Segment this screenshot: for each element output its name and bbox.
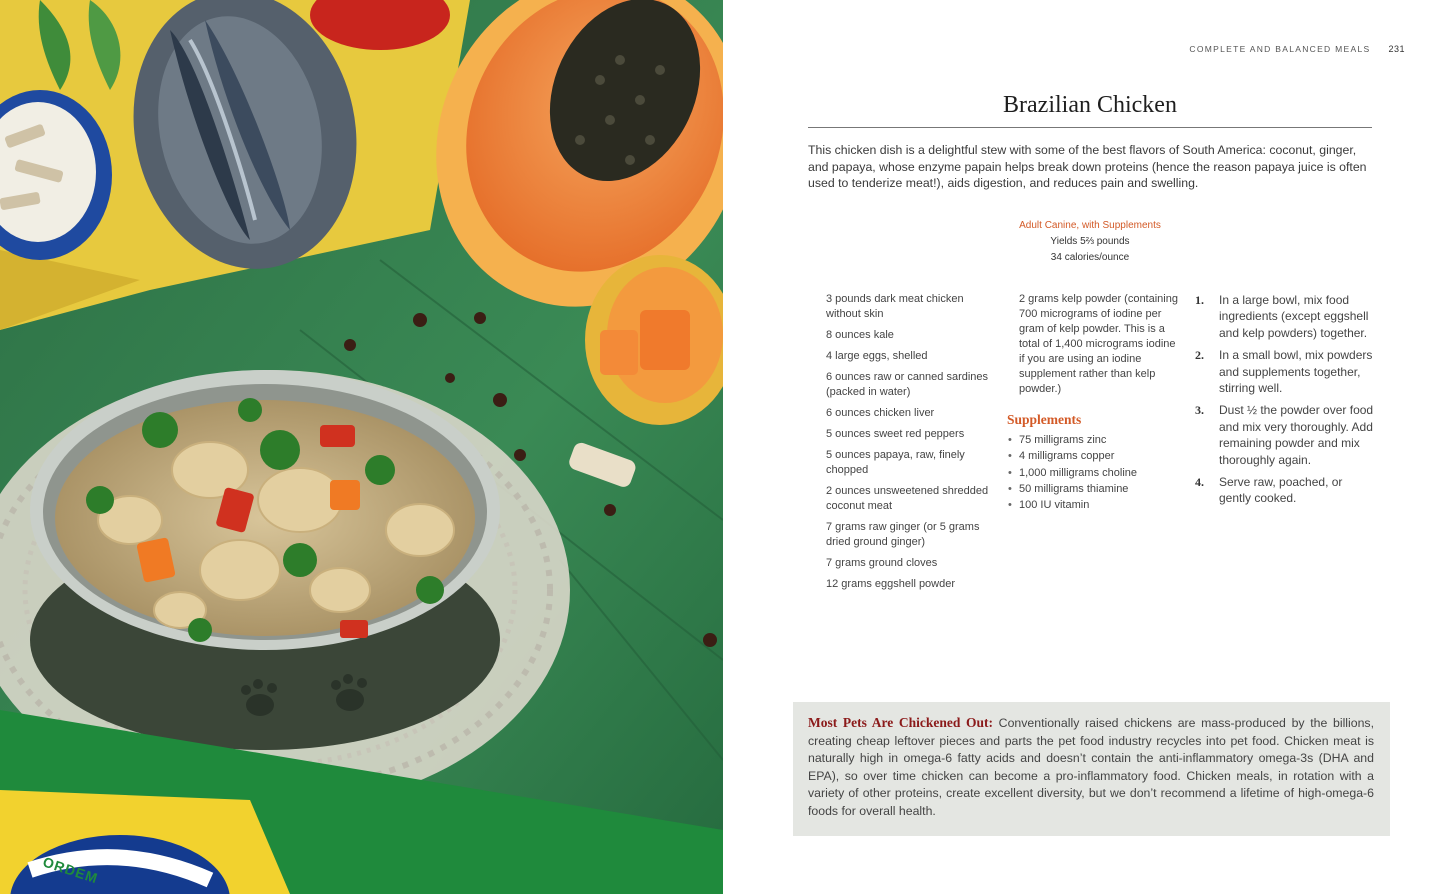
recipe-title: Brazilian Chicken [1003,92,1177,118]
running-head [1189,44,1405,54]
recipe-intro: This chicken dish is a delightful stew with some of the best flavors of South America: coconut, ginger, and papaya, whose enzyme papain helps break down proteins (hence the reason papaya juice is often used to tenderize meat!), aids digestion, and reduces pain and swelling. [808,143,1367,190]
ingredient-item: 5 ounces sweet red peppers [826,428,965,440]
step-text: Serve raw, poached, or gently cooked. [1219,475,1343,506]
supplement-label: 75 milligrams zinc [1019,434,1107,446]
step-item [1195,402,1375,468]
recipe-yield: Yields 5⅔ pounds [1050,236,1130,247]
step-number: 2. [1195,348,1204,363]
callout-text [808,714,1374,821]
ingredient-item: 6 ounces raw or canned sardines (packed in water) [826,371,989,398]
supplement-item: • 4 milligrams copper [1008,450,1115,463]
step-item [1195,292,1375,341]
ingredients-column-1 [826,292,991,598]
method-steps [1195,292,1375,513]
supplement-item: • 75 milligrams zinc [1008,434,1107,446]
supplement-label: 4 milligrams copper [1019,450,1115,463]
ingredient-item: 5 ounces papaya, raw, finely chopped [826,449,965,476]
step-text: In a small bowl, mix powders and supplements together, stirring well. [1219,348,1373,396]
ingredient-item: 2 grams kelp powder (containing 700 micrograms of iodine per gram of kelp powder. This is a total of 1,400 micrograms iodine if you are using an iodine supplement rather than kelp powder.) [1019,293,1178,395]
ingredients-column-2 [1007,292,1179,513]
supplement-label: 50 milligrams thiamine [1019,482,1129,495]
step-item [1195,474,1375,507]
title-divider [808,127,1372,128]
supplement-item: • 1,000 milligrams choline [1008,466,1137,479]
supplement-label: 100 IU vitamin [1019,499,1090,512]
supplements-heading: Supplements [1007,412,1082,427]
recipe-page [723,0,1445,894]
step-number: 1. [1195,293,1204,307]
ingredient-item: 3 pounds dark meat chicken without skin [826,293,964,320]
yield-block [808,218,1372,266]
callout-body: Conventionally raised chickens are mass-produced by the billions, creating cheap leftover pieces and parts the pet food industry recycles into pet food. Chicken meat is naturally high in omega-6 fatty acids and doesn’t contain the anti-inflammatory omega-3s (DHA and EPA), so over time chicken can become a pro-inflammatory food. Chicken meals, in rotation with a variety of other proteins, create excellent diversity, but we don’t recommend a lifetime of high-omega-6 foods for overall health. [808,716,1375,818]
callout-heading: Most Pets Are Chickened Out: [808,715,994,730]
recipe-calories: 34 calories/ounce [1050,252,1130,263]
ingredient-item: 2 ounces unsweetened shredded coconut meat [826,485,989,512]
supplement-item: • 50 milligrams thiamine [1008,482,1129,495]
step-text: Dust ½ the powder over food and mix very thoroughly. Add remaining powder and mix thoroughly again. [1219,403,1374,467]
ingredient-item: 7 grams ground cloves [826,557,938,569]
ingredient-item: 12 grams eggshell powder [826,578,956,590]
ingredient-item: 4 large eggs, shelled [826,350,928,362]
step-item [1195,347,1375,396]
page-number: 231 [1388,44,1405,54]
ingredient-item: 7 grams raw ginger (or 5 grams dried ground ginger) [826,521,980,548]
ingredient-item: 8 ounces kale [826,329,894,341]
ingredient-item: 6 ounces chicken liver [826,407,935,419]
recipe-variant: Adult Canine, with Supplements [1019,220,1161,231]
step-number: 4. [1195,475,1204,490]
step-text: In a large bowl, mix food ingredients (except eggshell and kelp powders) together. [1219,293,1369,340]
sidebar-callout [793,702,1390,836]
step-number: 3. [1195,403,1204,418]
flag-motto: ORDEM [40,853,101,887]
section-title: COMPLETE AND BALANCED MEALS [1189,44,1371,54]
supplement-label: 1,000 milligrams choline [1019,466,1137,479]
supplement-item: • 100 IU vitamin [1008,499,1090,512]
